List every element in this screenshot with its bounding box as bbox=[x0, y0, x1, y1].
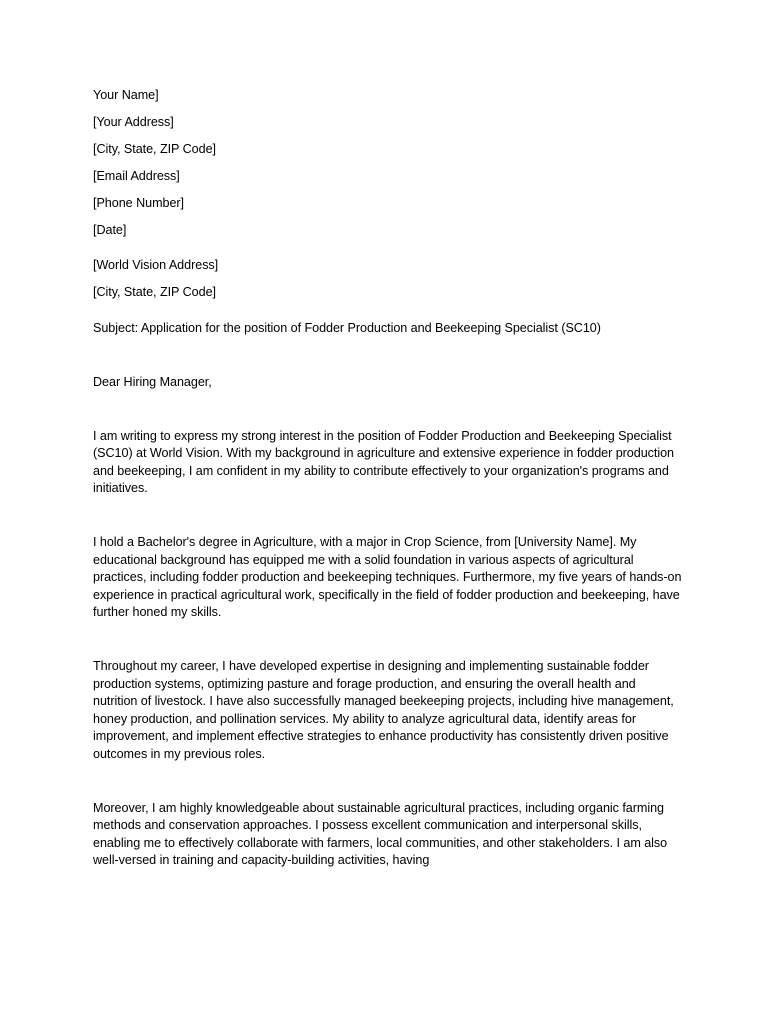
body-paragraph-expertise: Throughout my career, I have developed expertise in designing and implementing sustainable fodder production systems, optimizing pasture and forage production, and ensuring the overall health and nutrition of livestock. I have also successfully managed beekeeping projects, including hive management, honey production, and pollination services. My ability to analyze agricultural data, identify areas for improvement, and implement effective strategies to enhance productivity has consistently driven positive outcomes in my previous roles. bbox=[93, 659, 674, 761]
sender-address: [Your Address] bbox=[93, 115, 174, 130]
subject-line: Subject: Application for the position of Fodder Production and Beekeeping Specialist (SC10) bbox=[93, 320, 601, 335]
sender-email: [Email Address] bbox=[93, 169, 180, 184]
sender-city-state-zip: [City, State, ZIP Code] bbox=[93, 142, 216, 157]
body-paragraph-interest: I am writing to express my strong interest in the position of Fodder Production and Beekeeping Specialist (SC10) at World Vision. With my background in agriculture and extensive experience in fodder production and beekeeping, I am confident in my ability to contribute effectively to your organization's programs and initiatives. bbox=[93, 428, 675, 496]
sender-name: Your Name] bbox=[93, 88, 159, 102]
letter-body bbox=[93, 428, 683, 870]
recipient-address: [World Vision Address] bbox=[93, 257, 219, 272]
body-paragraph-skills: Moreover, I am highly knowledgeable about sustainable agricultural practices, including organic farming methods and conservation approaches. I possess excellent communication and interpersonal skills, enabling me to effectively collaborate with farmers, local communities, and other stakeholders. I am also well-versed in training and capacity-building activities, having bbox=[93, 800, 668, 868]
sender-phone: [Phone Number] bbox=[93, 196, 185, 211]
cover-letter bbox=[93, 87, 683, 870]
sender-address-block bbox=[93, 87, 683, 240]
letter-date: [Date] bbox=[93, 223, 127, 238]
body-paragraph-education: I hold a Bachelor's degree in Agriculture, with a major in Crop Science, from [University Name]. My educational background has equipped me with a solid foundation in various aspects of agricultural practices, including fodder production and beekeeping techniques. Furthermore, my five years of hands-on experience in practical agricultural work, specifically in the field of fodder production and beekeeping, have further honed my skills. bbox=[93, 535, 682, 620]
salutation: Dear Hiring Manager, bbox=[93, 374, 212, 389]
recipient-city-state-zip: [City, State, ZIP Code] bbox=[93, 285, 216, 300]
recipient-address-block bbox=[93, 257, 683, 302]
